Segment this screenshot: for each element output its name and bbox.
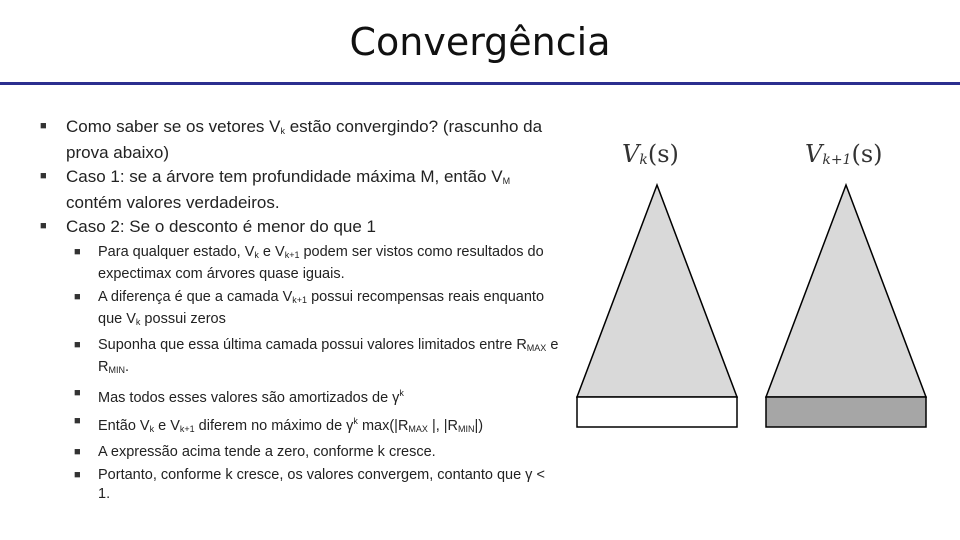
sub-bullet-item: ■ Suponha que essa última camada possui valores limitados entre $R_{MAX}$ e $R_{MIN}$. bbox=[74, 337, 559, 375]
square-bullet-icon: ■ bbox=[40, 220, 47, 232]
sub-bullet-item: ■ Mas todos esses valores são amortizados de $\gamma^k$ bbox=[40, 384, 560, 408]
right-tree-label: $V_{k+1}(s)$ bbox=[805, 140, 883, 168]
square-bullet-icon: ■ bbox=[40, 170, 47, 182]
sub-bullet-item: ■ Então $V_k$ e $V_{k+1}$ diferem no máximo de $\gamma^k$ $\max(|R_{MAX}$ |, $|R_{MIN}|$) bbox=[40, 412, 560, 439]
bullet-item: ■ Caso 2: Se o desconto é menor do que 1 bbox=[40, 217, 376, 236]
square-bullet-icon: ■ bbox=[74, 469, 81, 481]
bullet-item: ■ Como saber se os vetores $V_k$ estão convergindo? (rascunho da prova abaixo) bbox=[40, 117, 543, 162]
left-tree-triangle bbox=[577, 185, 737, 397]
square-bullet-icon: ■ bbox=[74, 446, 81, 458]
sub-bullet-item: ■ A diferença é que a camada $V_{k+1}$ possui recompensas reais enquanto que $V_k$ possui zeros bbox=[74, 289, 545, 327]
sub-bullet-item: ■ Para qualquer estado, $V_k$ e $V_{k+1}$ podem ser vistos como resultados do expectimax com árvores quase iguais. bbox=[74, 244, 544, 282]
sub-bullet-item: ■ Portanto, conforme k cresce, os valores convergem, contanto que γ < 1. bbox=[74, 467, 545, 502]
square-bullet-icon: ■ bbox=[74, 339, 81, 351]
right-tree-triangle bbox=[766, 185, 926, 397]
square-bullet-icon: ■ bbox=[40, 120, 47, 132]
square-bullet-icon: ■ bbox=[74, 291, 81, 303]
square-bullet-icon: ■ bbox=[74, 387, 81, 399]
sub-bullet-item: ■ A expressão acima tende a zero, conforme k cresce. bbox=[74, 444, 436, 460]
square-bullet-icon: ■ bbox=[74, 415, 81, 427]
left-tree-bottom-layer bbox=[577, 397, 737, 427]
square-bullet-icon: ■ bbox=[74, 246, 81, 258]
right-tree-bottom-layer bbox=[766, 397, 926, 427]
left-tree-label: $V_k(s)$ bbox=[622, 140, 679, 168]
bullet-item: ■ Caso 1: se a árvore tem profundidade máxima M, então $V_M$ contém valores verdadeiros. bbox=[40, 167, 511, 212]
slide-title: Convergência bbox=[349, 20, 611, 64]
